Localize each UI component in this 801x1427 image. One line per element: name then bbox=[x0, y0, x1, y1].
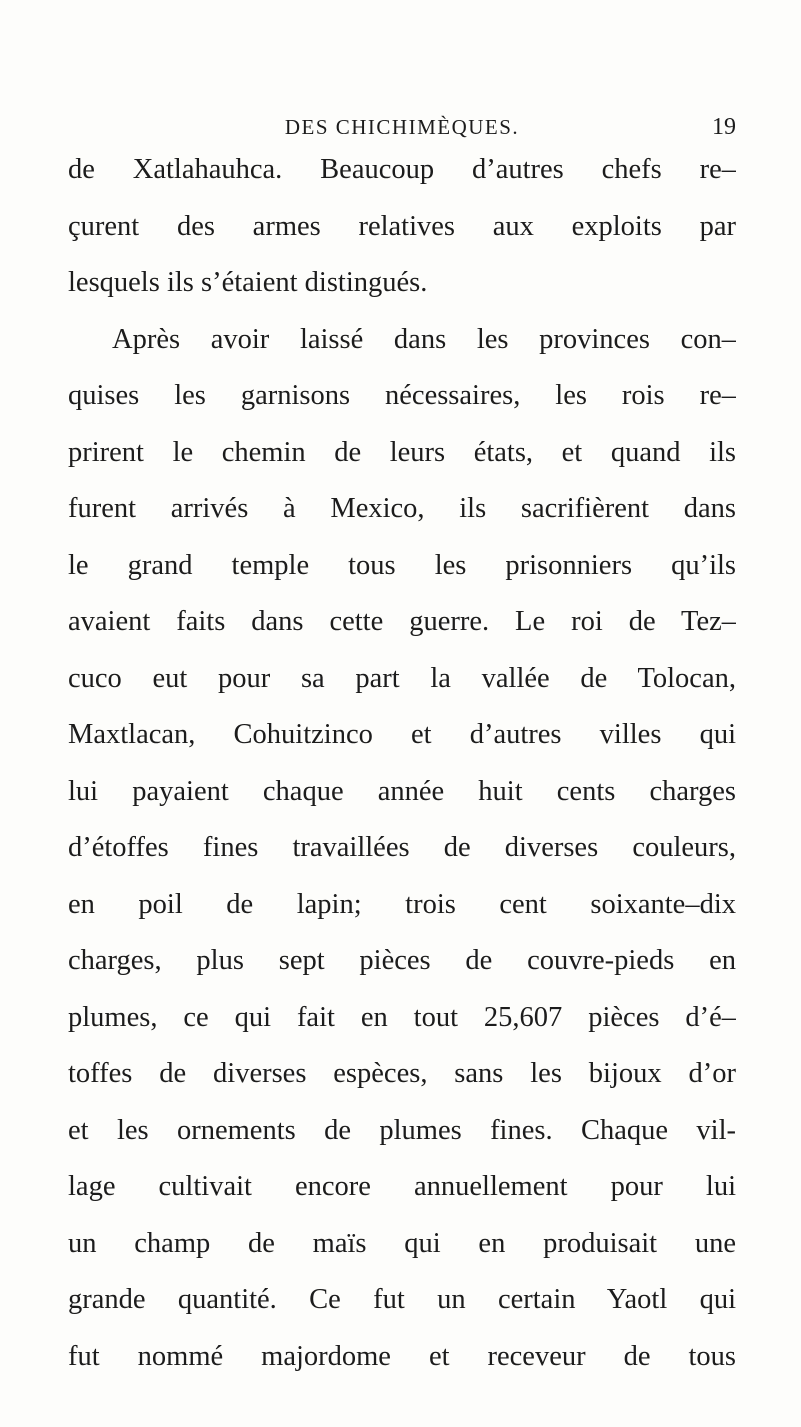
page-number: 19 bbox=[712, 114, 736, 140]
running-title: DES CHICHIMÈQUES. bbox=[284, 115, 520, 139]
text-line: le grand temple tous les prisonniers qu’ils bbox=[68, 549, 736, 581]
text-line: çurent des armes relatives aux exploits par bbox=[68, 210, 736, 242]
text-line: charges, plus sept pièces de couvre-pieds en bbox=[68, 945, 736, 976]
running-head bbox=[68, 112, 736, 142]
text-line: en poil de lapin; trois cent soixante–dix bbox=[68, 888, 736, 920]
text-line: de Xatlahauhca. Beaucoup d’autres chefs re– bbox=[68, 154, 736, 185]
text-line: furent arrivés à Mexico, ils sacrifièrent dans bbox=[68, 493, 736, 524]
text-line: lesquels ils s’étaient distingués. bbox=[68, 267, 428, 298]
text-line: plumes, ce qui fait en tout 25,607 pièces d’é– bbox=[68, 1001, 736, 1033]
text-line: quises les garnisons nécessaires, les rois re– bbox=[68, 380, 736, 411]
text-line: lage cultivait encore annuellement pour lui bbox=[68, 1171, 736, 1202]
text-line: prirent le chemin de leurs états, et quand ils bbox=[68, 436, 736, 468]
text-line: grande quantité. Ce fut un certain Yaotl qui bbox=[68, 1284, 736, 1315]
text-line: toffes de diverses espèces, sans les bijoux d’or bbox=[68, 1058, 736, 1089]
text-line: et les ornements de plumes fines. Chaque vil- bbox=[68, 1114, 736, 1146]
text-line: lui payaient chaque année huit cents charges bbox=[68, 775, 736, 807]
body-text bbox=[68, 142, 736, 1385]
text-line: avaient faits dans cette guerre. Le roi de Tez– bbox=[68, 606, 736, 637]
text-line: cuco eut pour sa part la vallée de Tolocan, bbox=[68, 662, 736, 694]
text-line: Après avoir laissé dans les provinces con– bbox=[112, 323, 736, 355]
text-line: d’étoffes fines travaillées de diverses couleurs, bbox=[68, 832, 736, 863]
text-line: fut nommé majordome et receveur de tous bbox=[68, 1340, 736, 1372]
text-line: Maxtlacan, Cohuitzinco et d’autres villes qui bbox=[68, 719, 736, 750]
text-line: un champ de maïs qui en produisait une bbox=[68, 1227, 736, 1259]
